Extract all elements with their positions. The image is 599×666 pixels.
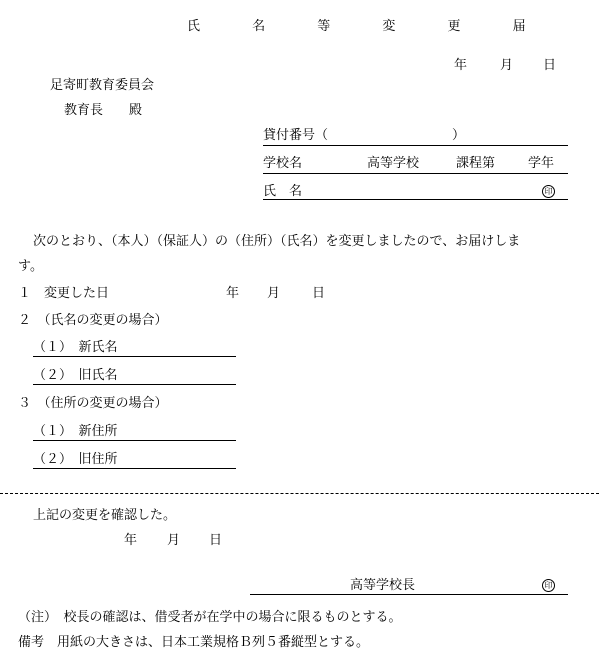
confirmation-month-label: 月 — [167, 533, 181, 548]
item3-old-address-label: （２） 旧住所 — [33, 452, 118, 467]
date-day-label: 日 — [543, 58, 557, 73]
item2-old-name-underline — [33, 384, 236, 385]
body-text-line2: す。 — [18, 259, 43, 274]
date-month-label: 月 — [500, 58, 514, 73]
item2-name-change-heading: ２ （氏名の変更の場合） — [18, 313, 168, 328]
body-text-line1: 次のとおり、（本人）（保証人）の（住所）（氏名）を変更しましたので、お届けしま — [33, 234, 521, 249]
applicant-seal-mark: 印 — [542, 185, 555, 198]
principal-seal-mark: 印 — [542, 579, 555, 592]
confirmation-day-label: 日 — [209, 533, 223, 548]
remark-text: 備考 用紙の大きさは、日本工業規格Ｂ列５番縦型とする。 — [18, 635, 370, 650]
applicant-name-label: 氏 名 — [263, 184, 303, 199]
loan-number-close: ） — [452, 128, 466, 143]
item2-new-name-underline — [33, 356, 236, 357]
item3-address-change-heading: ３ （住所の変更の場合） — [18, 396, 168, 411]
loan-number-label: 貸付番号（ — [263, 128, 329, 143]
dashed-separator — [0, 493, 599, 494]
confirmation-year-label: 年 — [124, 533, 138, 548]
loan-number-underline — [263, 145, 568, 146]
principal-label: 高等学校長 — [350, 578, 416, 593]
principal-underline — [250, 594, 568, 595]
form-title: 氏 名 等 変 更 届 — [187, 19, 550, 34]
item1-change-date-label: １ 変更した日 — [18, 286, 110, 301]
school-name-label: 学校名 — [263, 156, 303, 171]
item2-old-name-label: （２） 旧氏名 — [33, 368, 118, 383]
item3-old-address-underline — [33, 468, 236, 469]
course-label: 課程第 — [456, 156, 496, 171]
item1-year-label: 年 — [226, 286, 240, 301]
addressee-org: 足寄町教育委員会 — [50, 78, 155, 93]
school-underline — [263, 173, 568, 174]
date-year-label: 年 — [454, 58, 468, 73]
item1-day-label: 日 — [312, 286, 326, 301]
item2-new-name-label: （１） 新氏名 — [33, 340, 118, 355]
note-text: （注） 校長の確認は、借受者が在学中の場合に限るものとする。 — [18, 610, 402, 625]
confirmation-text: 上記の変更を確認した。 — [33, 508, 177, 523]
high-school-label: 高等学校 — [367, 156, 420, 171]
item3-new-address-underline — [33, 440, 236, 441]
applicant-name-underline — [263, 199, 568, 200]
grade-label: 学年 — [528, 156, 555, 171]
item3-new-address-label: （１） 新住所 — [33, 424, 118, 439]
addressee-person: 教育長 殿 — [64, 103, 143, 118]
item1-month-label: 月 — [267, 286, 281, 301]
